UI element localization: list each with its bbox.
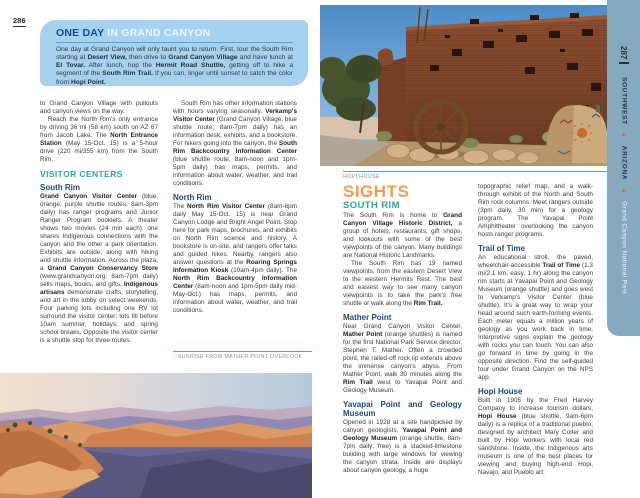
chapter-edge-tab xyxy=(607,0,640,336)
tab-state-label: ARIZONA xyxy=(620,145,628,181)
paragraph: Reach the North Rim's only entrance by driving 36 mi (58 km) south on AZ 67 from Jacob Lake. The North Entrance Station (May 15-Oct. 15) is a 5-hour drive (220 mi/355 km) from the South Rim. xyxy=(40,116,158,163)
chapter-tab-labels xyxy=(615,77,633,295)
heading-mather-point: Mather Point xyxy=(343,313,392,322)
divider xyxy=(56,42,293,43)
heading-hopi-house: Hopi House xyxy=(478,387,523,396)
paragraph: Near Grand Canyon Visitor Center, Mather Point (orange shuttles) is named for the first National Park Service director, Stephen T. Mather. Often a crowded point, the railed-off rock lip extends above the immense canyon's abyss. From Mather Point, walk 30 minutes along the Rim Trail west to Yavapai Point and Geology Museum. xyxy=(343,323,463,394)
heading-south-rim: SOUTH RIM xyxy=(343,200,400,211)
canyon-sunrise-photo xyxy=(0,373,312,498)
text-column-4 xyxy=(478,183,593,477)
heading-trail-of-time: Trail of Time xyxy=(478,244,525,253)
paragraph: Grand Canyon Visitor Center (blue, orange, purple shuttle routes; 8am-3pm daily) has ranger programs and Junior Ranger Program booklets. A theater shows two movies (24 min each): one shares Indigenous connections with the canyon and the other a park orientation. Exhibits are outside, along with hiking and shuttle information. Across the plaza, a Grand Canyon Conservancy Store (www.grandcanyon.org; 8am-7pm daily) sells maps, books, and gifts. Indigenous artisans demonstrate crafts, storytelling, and art in the lobby on select weekends. Four parking lots including one RV lot surround the visitor center; lots fill before 10am summer, holidays, and spring school breaks. Opposite the visitor center is a shuttle stop for three routes. xyxy=(40,193,158,344)
caption-rule xyxy=(173,351,312,352)
paragraph: The South Rim has 19 named viewpoints, from the eastern Desert View to the western Hermits Rest. The best and easiest way to see many canyon viewpoints is to take the park's free shuttle or walk along the Rim Trail. xyxy=(343,260,462,307)
divider xyxy=(619,62,629,64)
up-arrow-icon: ↑ xyxy=(173,354,176,360)
paragraph: Opened in 1928 at a site handpicked by canyon geologists, Yavapai Point and Geology Museum (orange shuttle, 8am-7pm daily; free) is a stacked-limestone building with large windows for viewing the canyon strata. Inside are displays about canyon geology, a huge xyxy=(343,419,462,474)
heading-south-rim: South Rim xyxy=(40,183,80,192)
heading-yavapai-point-and-geology-museum: Yavapai Point and Geology Museum xyxy=(343,400,462,418)
one-day-box-body: One day at Grand Canyon will only taunt you to return. First, tour the South Rim starting at Desert View, then drive to Grand Canyon Village and have lunch at El Tovar. After lunch, hop the Hermit Road Shuttle, getting off to hike a segment of the South Rim Trail. If you can, linger until sunset to catch the color from Hopi Point. xyxy=(56,45,294,86)
text-column-1 xyxy=(40,100,158,345)
heading-sights: SIGHTS xyxy=(343,182,410,201)
paragraph: Built in 1905 by the Fred Harvey Company to increase tourism dollars, Hopi House (blue shuttle, 9am-6pm daily) is a replica of a traditional pueblo, designed by architect Mary Colter and built by Hopi workers with local red sandstone. Inside, the Indigenous arts museum is one of the best places for viewing and buying high-end Hopi, Navajo, and Pueblo art. xyxy=(478,397,593,476)
paragraph: The South Rim is home to Grand Canyon Village Historic District, a group of hotels, restaurants, gift shops, and lookouts with some of the best viewpoints of the canyon. Many buildings are National Historic Landmarks. xyxy=(343,212,462,259)
paragraph: South Rim has other information stations with hours varying seasonally. Verkamp's Visitor Center (Grand Canyon Village, blue shuttle route; 8am-7pm daily) has an information desk, exhibits, and a bookstore. For hikers going into the canyon, the South Rim Backcountry Information Center (blue shuttle route, 8am-noon and 1pm-5pm daily) has maps, permits, and information about water, weather, and trail conditions. xyxy=(173,100,297,187)
hopi-house-photo xyxy=(320,5,608,166)
one-day-box-title-primary: ONE DAY xyxy=(56,27,105,39)
heading-visitor-centers: VISITOR CENTERS xyxy=(40,169,123,179)
paragraph: to Grand Canyon Village with pullouts and canyon views on the way. xyxy=(40,100,158,115)
one-day-itinerary-box xyxy=(40,20,308,86)
photo-caption-hopi-house: HOPI HOUSE xyxy=(343,174,380,180)
caption-text: SUNRISE FROM MATHER POINT OVERLOOK xyxy=(177,354,303,360)
text-column-2 xyxy=(173,100,297,315)
tab-park-label: Grand Canyon National Park xyxy=(620,201,628,295)
page-number-right: 287 xyxy=(619,46,628,60)
paragraph: topographic relief map, and a walk-through exhibit of the North and South Rim rock columns. Meet rangers outside (3pm daily, 30 min) for a geology program. The Yavapai Point Amphitheater overlooking the canyon hosts ranger programs. xyxy=(478,183,593,238)
paragraph: An educational stroll, the paved, wheelchair-accessible Trail of Time (1.3 mi/2.1 km, easy, 1 hr) along the canyon rim starts at Yavapai Point and Geology Museum (orange shuttle) and goes west to Verkamp's Visitor Center (blue shuttle). It's a great way to wrap your head around such earth-forming events. Each meter equals a million years of geology as you work back in time. Interpretive signs explain the geology with rocks you can touch. You can also go forward in time by going in the opposite direction. Find the self-guided tour under Grand Canyon on the NPS app. xyxy=(478,254,593,381)
one-day-box-title-secondary: IN GRAND CANYON xyxy=(104,27,211,39)
diamond-icon: ◆ xyxy=(620,132,627,139)
one-day-box-title xyxy=(56,27,293,39)
photo-caption-sunrise xyxy=(173,354,312,360)
paragraph: The North Rim Visitor Center (8am-6pm daily May 15-Oct. 15) is near Grand Canyon Lodge and Bright Angel Point. Stop here for park maps, brochures, and exhibits on North Rim science and history. A bookstore is on-site, and rangers offer talks and guided hikes. Nearby, rangers also answer questions at the Roaring Springs Information Kiosk (10am-4pm daily). The North Rim Backcountry Information Center (8am-noon and 1pm-5pm daily mid-May-Oct.) has maps, permits, and information about water, weather, and trail conditions. xyxy=(173,203,298,314)
page-number-left: 286 xyxy=(13,16,26,25)
tab-region-label: SOUTHWEST xyxy=(620,76,628,125)
heading-north-rim: North Rim xyxy=(173,193,212,202)
caption-rule xyxy=(343,171,608,172)
text-column-3 xyxy=(343,183,462,475)
diamond-icon: ◆ xyxy=(620,187,627,194)
